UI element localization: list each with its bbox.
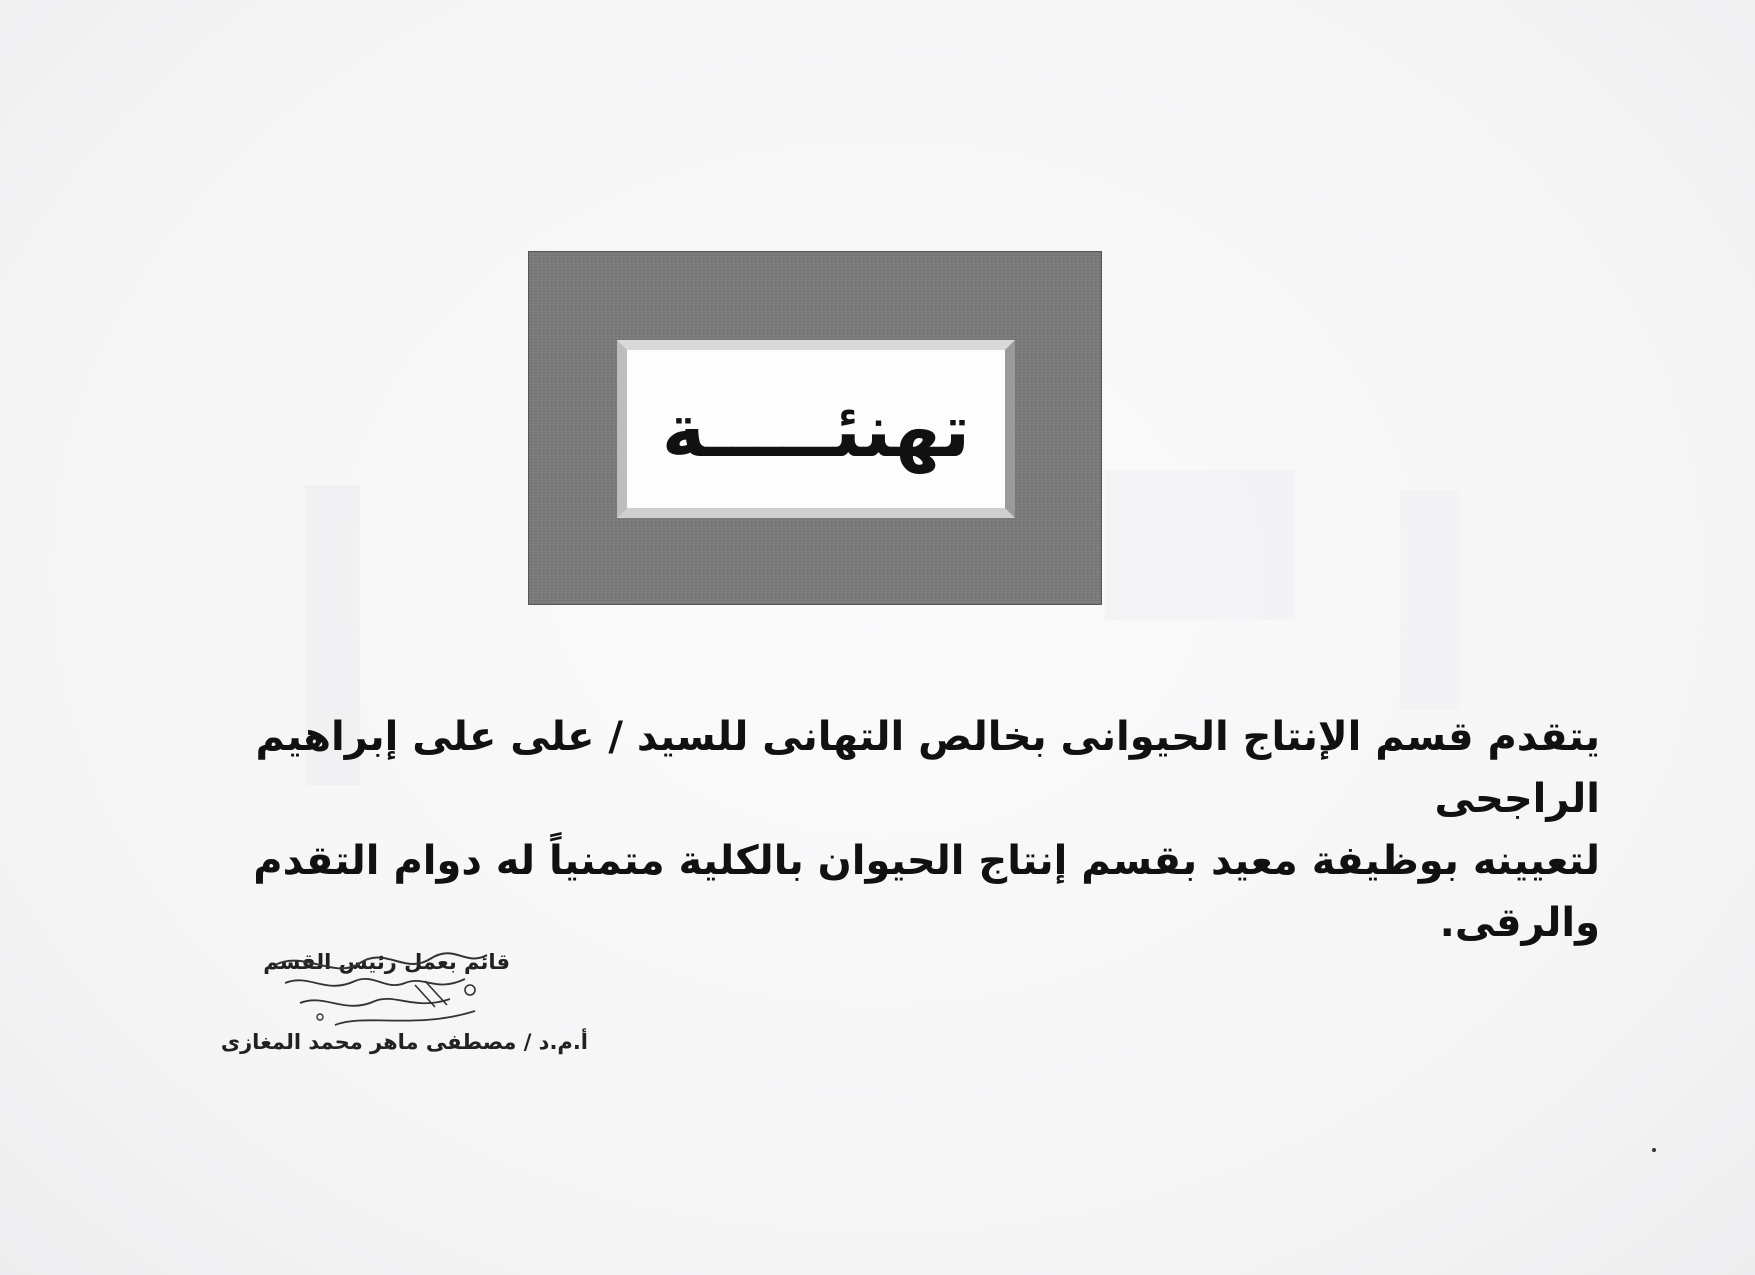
handwritten-signature <box>265 945 495 1035</box>
show-through-shadow <box>1105 470 1295 620</box>
page-title: تهنئـــــة <box>661 388 971 474</box>
message-line-1: يتقدم قسم الإنتاج الحيوانى بخالص التهانى للسيد / على على إبراهيم الراجحى <box>255 714 1600 822</box>
signer-name: أ.م.د / مصطفى ماهر محمد المغازى <box>220 1030 588 1054</box>
title-panel <box>627 350 1005 508</box>
message-line-2: لتعيينه بوظيفة معيد بقسم إنتاج الحيوان بالكلية متمنياً له دوام التقدم والرقى. <box>253 838 1600 946</box>
title-frame-inner <box>617 340 1015 518</box>
title-frame <box>528 251 1102 605</box>
congratulation-message <box>140 706 1600 954</box>
show-through-shadow <box>1400 490 1460 710</box>
signer-role: قائم بعمل رئيس القسم <box>263 950 510 974</box>
scan-speck <box>1652 1148 1656 1152</box>
